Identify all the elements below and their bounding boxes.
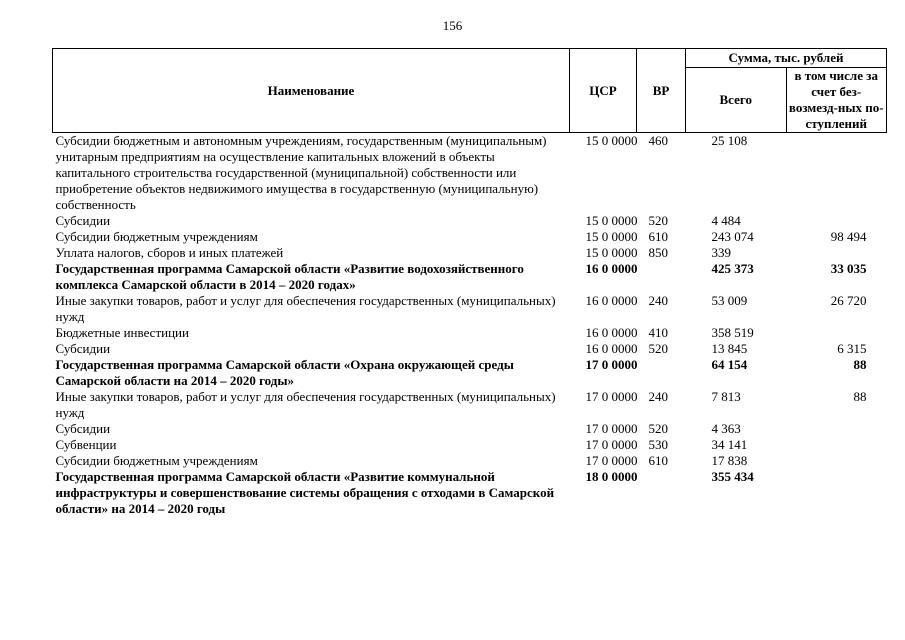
row-grant [786,453,887,469]
row-name: Бюджетные инвестиции [55,325,189,340]
page-number: 156 [442,18,463,33]
row-vr [637,261,686,293]
table-row [53,453,887,469]
table-row [53,261,887,293]
table-body [53,133,887,518]
row-vr: 520 [648,341,668,356]
row-name: Иные закупки товаров, работ и услуг для обеспечения государственных (муниципальных) нужд [55,293,556,324]
row-total: 4 363 [711,421,741,436]
row-total: 64 154 [711,357,748,372]
row-name: Субсидии [55,421,111,436]
row-vr: 610 [648,453,668,468]
row-grant [786,213,887,229]
row-grant [786,421,887,437]
row-csr: 17 0 0000 [585,357,638,372]
row-total: 358 519 [711,325,754,340]
row-grant [786,133,887,214]
row-total: 25 108 [711,133,748,148]
row-name: Государственная программа Самарской области «Охрана окружающей среды Самарской области на 2014 – 2020 годы» [55,357,514,388]
row-name: Государственная программа Самарской области «Развитие водохозяйственного комплекса Самарской области в 2014 – 2020 годах» [55,261,524,292]
row-csr: 15 0 0000 [585,213,638,228]
row-vr: 240 [648,389,668,404]
row-csr: 17 0 0000 [585,389,638,404]
row-name: Уплата налогов, сборов и иных платежей [55,245,284,260]
table-row [53,245,887,261]
table-row [53,469,887,517]
row-csr: 17 0 0000 [585,453,638,468]
header-total: Всего [686,68,787,133]
row-grant: 6 315 [837,341,867,356]
row-vr [637,357,686,389]
row-name: Субвенции [55,437,117,452]
row-csr: 18 0 0000 [585,469,638,484]
row-total: 425 373 [711,261,754,276]
table-row [53,437,887,453]
row-csr: 15 0 0000 [585,133,638,148]
row-total: 13 845 [711,341,748,356]
table-row [53,133,887,214]
row-vr: 240 [648,293,668,308]
row-csr: 16 0 0000 [585,261,638,276]
row-name: Иные закупки товаров, работ и услуг для обеспечения государственных (муниципальных) нужд [55,389,556,420]
row-total: 7 813 [711,389,741,404]
row-name: Субсидии [55,213,111,228]
row-csr: 17 0 0000 [585,421,638,436]
row-total: 34 141 [711,437,748,452]
row-grant: 98 494 [830,229,867,244]
budget-table [52,48,887,517]
row-vr: 520 [648,213,668,228]
row-grant [786,245,887,261]
row-total: 4 484 [711,213,741,228]
table-row [53,213,887,229]
table-row [53,293,887,325]
row-grant: 26 720 [830,293,867,308]
row-grant [786,437,887,453]
row-grant: 88 [853,357,867,372]
row-grant [786,469,887,517]
row-name: Государственная программа Самарской области «Развитие коммунальной инфраструктуры и совершенствование системы обращения с отходами в Самарской области» на 2014 – 2020 годы [55,469,555,516]
row-name: Субсидии бюджетным и автономным учреждениям, государственным (муниципальным) унитарным предприятиям на осуществление капитальных вложений в объекты капитального строительства государственной (муниципальной) собственности или приобретение объектов недвижимого имущества в государственную (муниципальную) собственность [55,133,547,212]
table-row [53,325,887,341]
row-total: 339 [711,245,731,260]
row-vr: 460 [648,133,668,148]
row-csr: 17 0 0000 [585,437,638,452]
row-csr: 15 0 0000 [585,229,638,244]
table-row [53,341,887,357]
table-row [53,357,887,389]
row-name: Субсидии бюджетным учреждениям [55,453,258,468]
row-csr: 16 0 0000 [585,293,638,308]
row-total: 53 009 [711,293,748,308]
row-vr: 610 [648,229,668,244]
header-csr: ЦСР [570,49,637,133]
row-vr: 520 [648,421,668,436]
row-vr: 530 [648,437,668,452]
header-sum-group: Сумма, тыс. рублей [686,49,887,68]
row-grant: 33 035 [830,261,867,276]
row-vr: 410 [648,325,668,340]
row-vr [637,469,686,517]
row-csr: 16 0 0000 [585,325,638,340]
row-name: Субсидии бюджетным учреждениям [55,229,258,244]
row-csr: 15 0 0000 [585,245,638,260]
row-total: 243 074 [711,229,754,244]
row-csr: 16 0 0000 [585,341,638,356]
header-grant: в том числе за счет без-возмезд-ных по-ступлений [786,68,887,133]
table-row [53,421,887,437]
table-row [53,389,887,421]
header-name: Наименование [53,49,570,133]
row-vr: 850 [648,245,668,260]
row-total: 355 434 [711,469,754,484]
row-total: 17 838 [711,453,748,468]
row-name: Субсидии [55,341,111,356]
header-vr: ВР [637,49,686,133]
row-grant [786,325,887,341]
table-row [53,229,887,245]
row-grant: 88 [853,389,867,404]
